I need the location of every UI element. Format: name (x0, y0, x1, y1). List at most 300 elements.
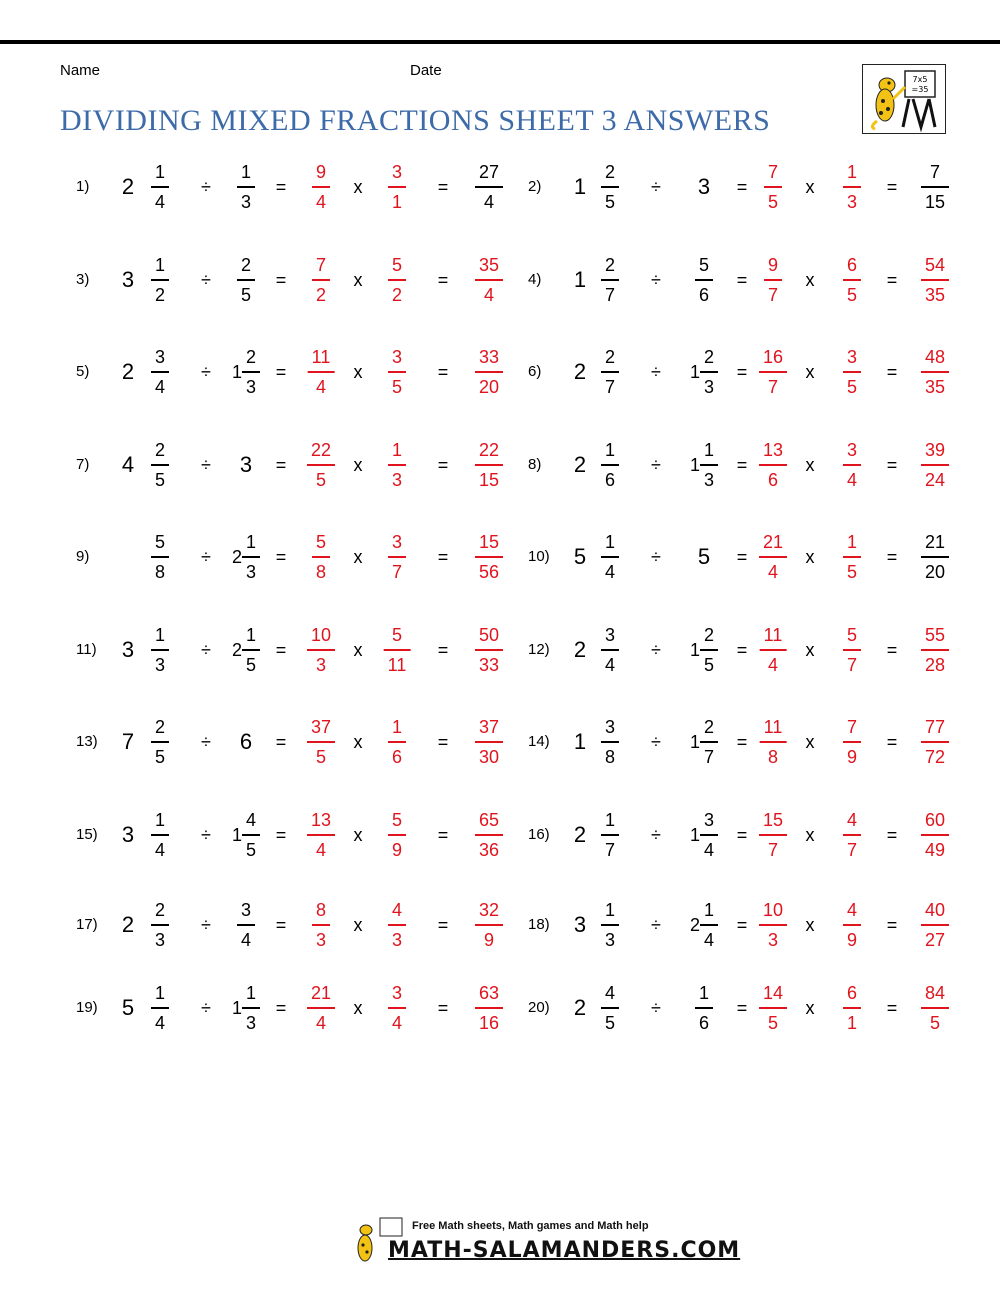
divide-op (201, 347, 211, 397)
divide-op (651, 625, 661, 675)
second-fraction (690, 900, 718, 950)
second-fraction (690, 347, 718, 397)
equals-sign: = (437, 546, 449, 567)
second-fraction (690, 440, 718, 490)
equals-op (276, 625, 287, 675)
denominator: 27 (924, 929, 946, 950)
times-op (354, 440, 363, 490)
equals-sign: = (736, 824, 748, 845)
numerator: 7 (315, 255, 327, 276)
fraction (601, 982, 619, 1034)
denominator: 7 (604, 284, 616, 305)
divide-sign: ÷ (201, 454, 211, 475)
equals-op (887, 625, 898, 675)
numerator: 1 (846, 532, 858, 553)
fraction (843, 531, 861, 583)
second-number (232, 531, 260, 583)
equals-op (438, 625, 449, 675)
equals-op (737, 162, 748, 212)
denominator: 3 (240, 191, 252, 212)
problem-number: 12) (528, 641, 550, 658)
numerator: 7 (846, 717, 858, 738)
whole-number: 1 (231, 997, 242, 1018)
fraction (764, 161, 782, 213)
fraction-bar (700, 371, 718, 373)
denominator: 6 (698, 1012, 710, 1033)
fraction-bar (388, 834, 406, 836)
problem-14 (452, 717, 952, 767)
times-op (806, 255, 815, 305)
denominator: 6 (698, 284, 710, 305)
equals-sign: = (275, 824, 287, 845)
denominator: 4 (846, 469, 858, 490)
equals-op (737, 347, 748, 397)
equals-op (887, 810, 898, 860)
equals-sign: = (437, 731, 449, 752)
whole-number: 2 (121, 359, 135, 384)
equals-op (438, 255, 449, 305)
equals-sign: = (886, 914, 898, 935)
numerator: 2 (246, 347, 257, 368)
equals-op (737, 810, 748, 860)
second-number (690, 899, 718, 951)
whole-number: 5 (121, 995, 135, 1020)
problem-number: 19) (76, 999, 98, 1016)
numerator: 10 (762, 900, 784, 921)
answer-fraction (921, 717, 949, 767)
times-sign: x (805, 914, 815, 935)
improper-fraction (759, 900, 787, 950)
improper-fraction (764, 255, 782, 305)
divide-op (201, 625, 211, 675)
times-sign: x (353, 361, 363, 382)
second-number (237, 254, 255, 306)
improper-fraction (312, 532, 330, 582)
whole-number: 2 (231, 546, 242, 567)
denominator: 3 (767, 929, 778, 950)
denominator: 5 (846, 284, 858, 305)
whole-number: 5 (573, 544, 587, 569)
divide-sign: ÷ (651, 454, 661, 475)
times-sign: x (353, 914, 363, 935)
equals-sign: = (736, 176, 748, 197)
divide-sign: ÷ (201, 731, 211, 752)
numerator: 6 (846, 255, 858, 276)
fraction-bar (843, 186, 861, 188)
divide-sign: ÷ (201, 997, 211, 1018)
fraction (151, 624, 169, 676)
fraction-bar (151, 464, 169, 466)
denominator: 4 (315, 839, 326, 860)
fraction-bar (151, 186, 169, 188)
problem-number: 17) (76, 916, 98, 933)
times-op (806, 162, 815, 212)
numerator: 5 (315, 532, 327, 553)
numerator: 40 (924, 900, 946, 921)
page-title: DIVIDING MIXED FRACTIONS SHEET 3 ANSWERS (60, 104, 771, 137)
second-fraction (232, 810, 260, 860)
times-sign: x (805, 639, 815, 660)
fraction (237, 161, 255, 213)
fraction-bar (388, 556, 406, 558)
denominator: 2 (154, 284, 166, 305)
footer-brand[interactable]: MATH-SALAMANDERS.COM (388, 1238, 741, 1263)
whole-number: 3 (697, 174, 711, 199)
denominator: 6 (604, 469, 616, 490)
denominator: 4 (483, 284, 494, 305)
denominator: 4 (154, 1012, 166, 1033)
numerator: 33 (478, 347, 500, 368)
problem-10 (452, 532, 952, 582)
numerator: 21 (762, 532, 784, 553)
whole-number: 4 (121, 452, 135, 477)
first-fraction (151, 983, 169, 1033)
equals-sign: = (275, 454, 287, 475)
fraction (601, 439, 619, 491)
fraction-bar (700, 924, 718, 926)
problem-number: 14) (528, 733, 550, 750)
numerator: 4 (846, 900, 858, 921)
fraction (764, 254, 782, 306)
fraction-bar (312, 186, 330, 188)
improper-fraction (760, 625, 787, 675)
numerator: 2 (604, 255, 616, 276)
whole-number: 5 (697, 544, 711, 569)
numerator: 7 (767, 162, 779, 183)
fraction-bar (921, 371, 949, 373)
denominator: 4 (315, 376, 326, 397)
numerator: 27 (478, 162, 500, 183)
numerator: 5 (154, 532, 166, 553)
problem-5 (0, 347, 500, 397)
mixed-whole (574, 440, 586, 490)
equals-sign: = (736, 546, 748, 567)
fraction (921, 809, 949, 861)
times-sign: x (353, 997, 363, 1018)
improper-fraction (759, 983, 787, 1033)
numerator: 48 (924, 347, 946, 368)
numerator: 63 (478, 983, 500, 1004)
denominator: 4 (154, 376, 166, 397)
problem-7 (0, 440, 500, 490)
fraction-bar (601, 741, 619, 743)
times-op (806, 717, 815, 767)
problem-3 (0, 255, 500, 305)
answer-fraction (921, 440, 949, 490)
numerator: 3 (391, 347, 403, 368)
numerator: 50 (478, 625, 500, 646)
numerator: 9 (315, 162, 327, 183)
times-op (354, 162, 363, 212)
denominator: 11 (387, 654, 407, 675)
fraction-bar (921, 1007, 949, 1009)
problem-1 (0, 162, 500, 212)
divide-sign: ÷ (651, 731, 661, 752)
equals-sign: = (886, 361, 898, 382)
numerator: 3 (391, 983, 403, 1004)
fraction (843, 254, 861, 306)
fraction-bar (760, 649, 787, 651)
salamander-logo-icon (862, 64, 946, 134)
times-sign: x (353, 454, 363, 475)
times-sign: x (805, 546, 815, 567)
fraction-bar (601, 279, 619, 281)
fraction-bar (151, 1007, 169, 1009)
fraction-bar (242, 1007, 260, 1009)
equals-sign: = (736, 997, 748, 1018)
numerator: 1 (604, 440, 616, 461)
answer-fraction (921, 983, 949, 1033)
fraction (237, 254, 255, 306)
fraction-bar (151, 279, 169, 281)
divide-sign: ÷ (201, 914, 211, 935)
whole-number: 2 (121, 174, 135, 199)
whole-number: 2 (573, 452, 587, 477)
equals-op (438, 440, 449, 490)
fraction (601, 254, 619, 306)
fraction (242, 809, 260, 861)
problem-15 (0, 810, 500, 860)
denominator: 3 (391, 469, 403, 490)
fraction-bar (921, 834, 949, 836)
divide-sign: ÷ (651, 361, 661, 382)
numerator: 3 (846, 440, 858, 461)
equals-op (737, 983, 748, 1033)
divide-op (201, 900, 211, 950)
fraction (388, 982, 406, 1034)
denominator: 4 (315, 191, 327, 212)
fraction (921, 716, 949, 768)
numerator: 4 (604, 983, 616, 1004)
divide-op (651, 255, 661, 305)
equals-op (887, 162, 898, 212)
equals-sign: = (437, 997, 449, 1018)
numerator: 37 (310, 717, 332, 738)
numerator: 10 (310, 625, 332, 646)
denominator: 5 (846, 561, 858, 582)
reciprocal-fraction (388, 900, 406, 950)
denominator: 15 (924, 191, 946, 212)
times-op (354, 347, 363, 397)
first-fraction (601, 255, 619, 305)
numerator: 1 (604, 810, 616, 831)
denominator: 24 (924, 469, 946, 490)
fraction (242, 982, 260, 1034)
reciprocal-fraction (388, 810, 406, 860)
equals-sign: = (437, 361, 449, 382)
numerator: 3 (391, 532, 403, 553)
denominator: 5 (767, 1012, 778, 1033)
first-fraction (601, 717, 619, 767)
divide-op (201, 532, 211, 582)
fraction (151, 899, 169, 951)
second-number (232, 809, 260, 861)
whole-number: 2 (573, 359, 587, 384)
denominator: 3 (246, 561, 257, 582)
first-fraction (151, 900, 169, 950)
denominator: 5 (240, 284, 252, 305)
divide-sign: ÷ (201, 361, 211, 382)
whole-number: 2 (121, 912, 135, 937)
numerator: 1 (154, 255, 166, 276)
second-fraction (237, 255, 255, 305)
footer-tagline: Free Math sheets, Math games and Math help (412, 1220, 649, 1232)
problem-number: 18) (528, 916, 550, 933)
equals-op (276, 532, 287, 582)
times-op (806, 983, 815, 1033)
equals-sign: = (886, 546, 898, 567)
numerator: 14 (762, 983, 784, 1004)
times-sign: x (805, 269, 815, 290)
fraction-bar (151, 556, 169, 558)
fraction-bar (760, 741, 787, 743)
second-number (690, 624, 718, 676)
denominator: 72 (924, 746, 946, 767)
reciprocal-fraction (843, 625, 861, 675)
whole-number: 3 (239, 452, 253, 477)
equals-op (887, 347, 898, 397)
numerator: 11 (763, 717, 783, 738)
denominator: 3 (704, 469, 715, 490)
denominator: 56 (478, 561, 500, 582)
numerator: 3 (154, 347, 166, 368)
numerator: 15 (762, 810, 784, 831)
divide-sign: ÷ (651, 269, 661, 290)
fraction-bar (242, 371, 260, 373)
numerator: 32 (478, 900, 500, 921)
fraction (237, 899, 255, 951)
fraction (307, 809, 335, 861)
numerator: 3 (704, 810, 715, 831)
denominator: 5 (846, 376, 858, 397)
divide-sign: ÷ (651, 639, 661, 660)
svg-text:7x5: 7x5 (912, 75, 928, 84)
problem-number: 8) (528, 456, 542, 473)
denominator: 2 (391, 284, 403, 305)
denominator: 3 (315, 929, 327, 950)
problem-6 (452, 347, 952, 397)
mixed-whole (574, 625, 586, 675)
equals-sign: = (275, 176, 287, 197)
reciprocal-fraction (388, 983, 406, 1033)
fraction (151, 161, 169, 213)
times-op (354, 983, 363, 1033)
fraction (759, 346, 787, 398)
reciprocal-fraction (388, 162, 406, 212)
first-fraction (151, 625, 169, 675)
second-number (690, 716, 718, 768)
times-op (806, 532, 815, 582)
numerator: 11 (311, 347, 331, 368)
second-fraction (232, 625, 260, 675)
equals-op (737, 440, 748, 490)
equals-sign: = (275, 361, 287, 382)
fraction-bar (388, 464, 406, 466)
denominator: 5 (246, 654, 257, 675)
times-op (806, 347, 815, 397)
problem-number: 13) (76, 733, 98, 750)
fraction (759, 531, 787, 583)
problem-9 (0, 532, 500, 582)
whole-number: 2 (573, 995, 587, 1020)
divide-sign: ÷ (651, 176, 661, 197)
mixed-whole (122, 347, 134, 397)
fraction-bar (764, 279, 782, 281)
second-fraction (232, 347, 260, 397)
second-number (695, 254, 713, 306)
fraction-bar (307, 741, 335, 743)
fraction-bar (921, 556, 949, 558)
numerator: 1 (246, 532, 257, 553)
times-sign: x (353, 546, 363, 567)
fraction (601, 809, 619, 861)
fraction-bar (843, 649, 861, 651)
fraction-bar (242, 649, 260, 651)
fraction (921, 346, 949, 398)
problem-number: 11) (76, 641, 97, 658)
second-fraction (690, 625, 718, 675)
fraction-bar (843, 464, 861, 466)
reciprocal-fraction (388, 255, 406, 305)
equals-sign: = (275, 914, 287, 935)
reciprocal-fraction (843, 983, 861, 1033)
denominator: 7 (846, 839, 858, 860)
whole-number: 3 (573, 912, 587, 937)
whole-number: 1 (231, 361, 242, 382)
equals-sign: = (437, 639, 449, 660)
equals-op (737, 900, 748, 950)
reciprocal-fraction (843, 717, 861, 767)
denominator: 1 (391, 191, 403, 212)
denominator: 4 (154, 191, 166, 212)
denominator: 1 (846, 1012, 858, 1033)
mixed-whole (574, 347, 586, 397)
denominator: 5 (154, 746, 166, 767)
first-fraction (151, 347, 169, 397)
equals-sign: = (886, 997, 898, 1018)
fraction-bar (695, 1007, 713, 1009)
denominator: 9 (391, 839, 403, 860)
divide-sign: ÷ (651, 914, 661, 935)
divide-op (201, 810, 211, 860)
equals-sign: = (736, 731, 748, 752)
answer-fraction (921, 162, 949, 212)
denominator: 36 (478, 839, 500, 860)
date-label: Date (410, 62, 442, 79)
whole-number: 1 (689, 454, 700, 475)
divide-sign: ÷ (201, 176, 211, 197)
numerator: 1 (246, 983, 257, 1004)
equals-sign: = (736, 914, 748, 935)
numerator: 77 (924, 717, 946, 738)
fraction (307, 624, 335, 676)
problem-13 (0, 717, 500, 767)
improper-fraction (312, 255, 330, 305)
mixed-whole (574, 717, 586, 767)
reciprocal-fraction (388, 347, 406, 397)
second-number (690, 346, 718, 398)
fraction-bar (151, 834, 169, 836)
name-label: Name (60, 62, 101, 79)
first-fraction (151, 810, 169, 860)
reciprocal-fraction (843, 162, 861, 212)
denominator: 8 (315, 561, 327, 582)
second-number (232, 346, 260, 398)
times-sign: x (353, 176, 363, 197)
fraction (760, 716, 787, 768)
problem-number: 7) (76, 456, 90, 473)
numerator: 2 (154, 717, 166, 738)
